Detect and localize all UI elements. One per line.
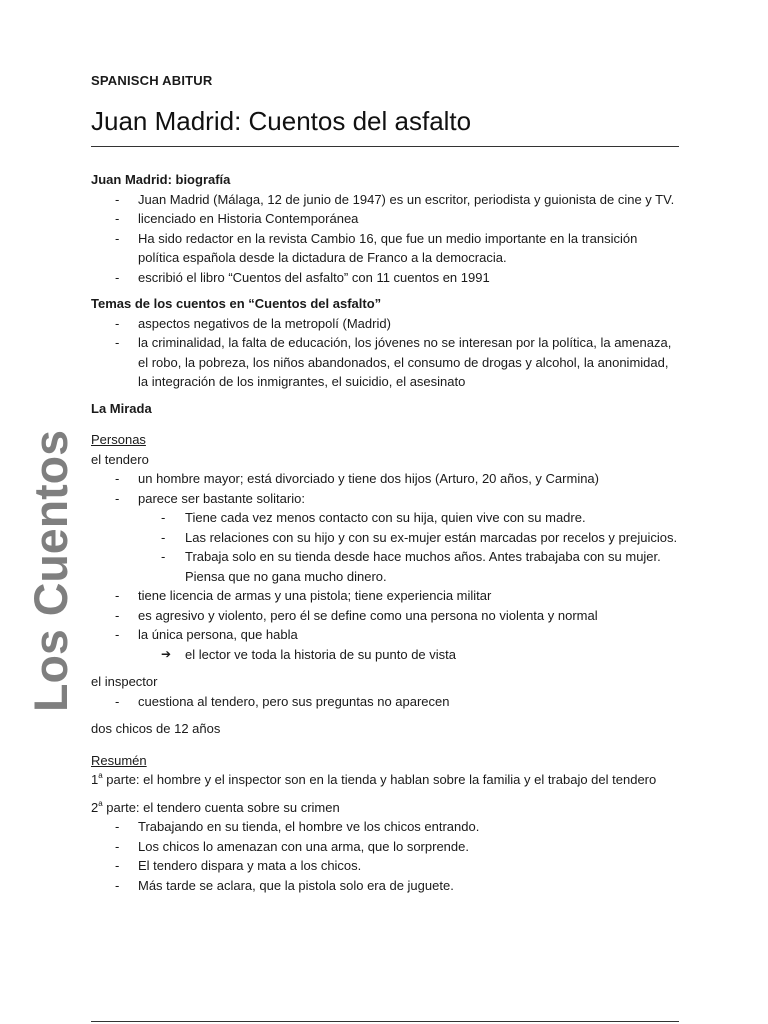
tendero-list-cont [91, 586, 681, 645]
bottom-rule [91, 1021, 679, 1022]
list-item: - la criminalidad, la falta de educación, los jóvenes no se interesan por la política, la amenaza, el robo, la pobreza, los niños abandonados, el consumo de drogas y alcohol, la anonimidad, la integración de los inmigrantes, el suicidio, el asesinato [91, 333, 681, 392]
list-item: - Los chicos lo amenazan con una arma, que lo sorprende. [91, 837, 681, 857]
list-item: - parece ser bastante solitario: [91, 489, 681, 509]
arrow-item-text: el lector ve toda la historia de su punto de vista [185, 646, 456, 662]
parte1-sup: a [98, 771, 103, 780]
page-title: Juan Madrid: Cuentos del asfalto [91, 106, 472, 136]
list-item: - es agresivo y violento, pero él se define como una persona no violenta y normal [91, 606, 681, 626]
tendero-sublist [91, 508, 681, 586]
title-rule [91, 146, 679, 147]
parte1-num: 1 [91, 772, 99, 787]
list-item: - Más tarde se aclara, que la pistola solo era de juguete. [91, 876, 681, 896]
sub-list-item: - Trabaja solo en su tienda desde hace muchos años. Antes trabajaba con su mujer. Piensa que no gana mucho dinero. [91, 547, 681, 586]
list-item: - tiene licencia de armas y una pistola; tiene experiencia militar [91, 586, 681, 606]
side-title: Los Cuentos [24, 427, 77, 712]
parte2-list [91, 817, 681, 895]
list-item: - escribió el libro “Cuentos del asfalto” con 11 cuentos en 1991 [91, 268, 681, 288]
parte2-paragraph [91, 798, 681, 818]
biografia-list [91, 190, 681, 288]
list-item: - Juan Madrid (Málaga, 12 de junio de 1947) es un escritor, periodista y guionista de cine y TV. [91, 190, 681, 210]
list-item: - un hombre mayor; está divorciado y tiene dos hijos (Arturo, 20 años, y Carmina) [91, 469, 681, 489]
parte2-num: 2 [91, 799, 99, 815]
temas-list [91, 314, 681, 392]
personas-heading: Personas [91, 432, 146, 447]
parte2-sup: a [98, 798, 103, 808]
list-item: - la única persona, que habla [91, 625, 681, 645]
parte2-text: parte: el tendero cuenta sobre su crimen [102, 799, 340, 815]
biografia-heading: Juan Madrid: biografía [91, 172, 231, 187]
list-item: - cuestiona al tendero, pero sus preguntas no aparecen [91, 692, 681, 712]
inspector-list [91, 692, 681, 712]
header-label: SPANISCH ABITUR [91, 73, 213, 88]
list-item: - El tendero dispara y mata a los chicos. [91, 856, 681, 876]
parte1-paragraph [91, 770, 681, 790]
arrow-item [91, 645, 681, 665]
mirada-heading: La Mirada [91, 400, 152, 416]
inspector-label: el inspector [91, 674, 158, 689]
document-body [91, 170, 681, 895]
list-item: - Trabajando en su tienda, el hombre ve los chicos entrando. [91, 817, 681, 837]
parte1-text: parte: el hombre y el inspector son en la tienda y hablan sobre la familia y el trabajo del tendero [102, 772, 657, 787]
chicos-label: dos chicos de 12 años [91, 721, 221, 736]
arrow-right-icon: ➔ [161, 646, 172, 661]
sub-list-item: - Tiene cada vez menos contacto con su hija, quien vive con su madre. [91, 508, 681, 528]
sub-list-item: - Las relaciones con su hijo y con su ex-mujer están marcadas por recelos y prejuicios. [91, 528, 681, 548]
list-item: - aspectos negativos de la metropolí (Madrid) [91, 314, 681, 334]
list-item: - Ha sido redactor en la revista Cambio 16, que fue un medio importante en la transición política española desde la dictadura de Franco a la democracia. [91, 229, 681, 268]
tendero-list [91, 469, 681, 508]
temas-heading: Temas de los cuentos en “Cuentos del asfalto” [91, 296, 382, 311]
tendero-label: el tendero [91, 451, 149, 467]
list-item: - licenciado en Historia Contemporánea [91, 209, 681, 229]
resumen-heading: Resumén [91, 752, 147, 768]
